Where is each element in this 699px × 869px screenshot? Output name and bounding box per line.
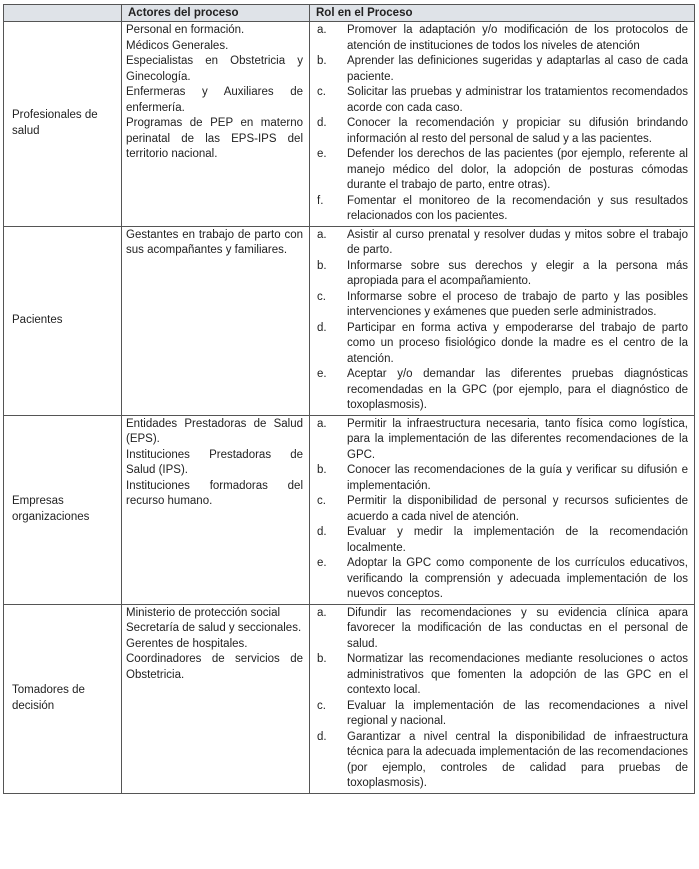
role-item — [314, 116, 688, 147]
actors-cell — [122, 22, 310, 227]
roles-cell — [310, 226, 695, 415]
role-item — [314, 367, 688, 414]
role-item — [314, 290, 688, 321]
role-letter: e. — [317, 148, 327, 160]
role-text: Informarse sobre el proceso de trabajo de parto y las posibles intervenciones y exámenes que pueden serle administrados. — [347, 290, 688, 318]
role-letter: f. — [317, 194, 324, 207]
role-letter: d. — [317, 526, 327, 538]
table-row — [4, 22, 695, 227]
role-letter: c. — [317, 699, 326, 712]
role-item — [314, 85, 688, 116]
roles-list — [314, 606, 688, 792]
role-text: Asistir al curso prenatal y resolver dudas y mitos sobre el trabajo de parto. — [347, 228, 688, 256]
actor-item: Coordinadores de servicios de Obstetricia. — [126, 653, 303, 681]
actors-cell — [122, 604, 310, 793]
roles-list — [314, 23, 688, 225]
table-row — [4, 226, 695, 415]
role-text: Conocer la recomendación y propiciar su difusión brindando información al resto del personal de salud y a las pacientes. — [347, 117, 688, 145]
role-item — [314, 606, 688, 653]
actor-item: Programas de PEP en materno perinatal de las EPS-IPS del territorio nacional. — [126, 117, 303, 160]
role-letter: b. — [317, 55, 327, 67]
actor-item: Entidades Prestadoras de Salud (EPS). — [126, 417, 303, 445]
actor-item: Gerentes de hospitales. — [126, 637, 248, 650]
header-roles: Rol en el Proceso — [310, 5, 695, 22]
group-cell: Empresas organizaciones — [4, 415, 122, 604]
role-item — [314, 699, 688, 730]
actor-item: Especialistas en Obstetricia y Ginecología. — [126, 55, 303, 83]
role-item — [314, 228, 688, 259]
table-header-row — [4, 5, 695, 22]
role-item — [314, 652, 688, 699]
role-item — [314, 259, 688, 290]
role-letter: c. — [317, 495, 326, 507]
roles-cell — [310, 415, 695, 604]
role-letter: c. — [317, 86, 326, 98]
role-item — [314, 463, 688, 494]
roles-list — [314, 417, 688, 603]
table-row — [4, 604, 695, 793]
header-actors: Actores del proceso — [122, 5, 310, 22]
role-text: Evaluar la implementación de las recomendaciones a nivel regional y nacional. — [347, 699, 688, 727]
actor-item: Médicos Generales. — [126, 39, 229, 52]
role-item — [314, 417, 688, 464]
role-text: Defender los derechos de las pacientes (por ejemplo, referente al manejo médico del dolor, la adopción de posturas cómodas durante el trabajo de parto, entre otras). — [347, 148, 688, 191]
role-letter: b. — [317, 259, 327, 272]
role-item — [314, 556, 688, 603]
actor-item: Personal en formación. — [126, 24, 245, 36]
role-text: Informarse sobre sus derechos y elegir a la persona más apropiada para el acompañamiento. — [347, 259, 688, 287]
role-item — [314, 494, 688, 525]
role-item — [314, 147, 688, 194]
role-item — [314, 525, 688, 556]
role-text: Permitir la infraestructura necesaria, tanto física como logística, para la implementación de las diferentes recomendaciones de la GPC. — [347, 417, 688, 461]
role-letter: a. — [317, 228, 327, 241]
role-text: Aceptar y/o demandar las diferentes pruebas diagnósticas recomendadas en la GPC (por ejemplo, para el diagnóstico de toxoplasmosis). — [347, 368, 688, 411]
role-text: Normatizar las recomendaciones mediante resoluciones o actos administrativos que fomenten la adopción de las GPC en el contexto local. — [347, 653, 688, 696]
group-cell: Tomadores de decisión — [4, 604, 122, 793]
group-cell: Profesionales de salud — [4, 22, 122, 227]
role-text: Difundir las recomendaciones y su evidencia clínica apara favorecer la modificación de las conductas en el personal de salud. — [347, 606, 688, 650]
role-item — [314, 321, 688, 368]
role-letter: a. — [317, 606, 327, 619]
actor-item: Enfermeras y Auxiliares de enfermería. — [126, 86, 303, 114]
header-group — [4, 5, 122, 22]
actor-item: Secretaría de salud y seccionales. — [126, 622, 302, 634]
role-item — [314, 194, 688, 225]
role-text: Conocer las recomendaciones de la guía y verificar su difusión e implementación. — [347, 464, 688, 492]
role-letter: a. — [317, 24, 327, 36]
role-letter: d. — [317, 321, 327, 334]
actors-roles-table — [3, 4, 695, 794]
role-letter: d. — [317, 730, 327, 743]
role-item — [314, 23, 688, 54]
actor-item: Instituciones Prestadoras de Salud (IPS). — [126, 448, 303, 476]
role-text: Aprender las definiciones sugeridas y adaptarlas al caso de cada paciente. — [347, 55, 688, 83]
role-text: Adoptar la GPC como componente de los currículos educativos, verificando la comprensión y adecuada implementación de los nuevos conceptos. — [347, 557, 688, 600]
actor-item: Gestantes en trabajo de parto con sus acompañantes y familiares. — [126, 228, 303, 256]
role-text: Solicitar las pruebas y administrar los tratamientos recomendados acorde con cada caso. — [347, 86, 688, 114]
role-text: Fomentar el monitoreo de la recomendación y sus resultados relacionados con los pacientes. — [347, 194, 688, 222]
role-letter: e. — [317, 557, 327, 569]
role-text: Permitir la disponibilidad de personal y recursos suficientes de acuerdo a cada nivel de atención. — [347, 495, 688, 523]
role-text: Garantizar a nivel central la disponibilidad de infraestructura técnica para la adecuada implementación de las recomendaciones (por ejemplo, controles de calidad para pruebas de toxoplasmosis). — [347, 730, 688, 789]
roles-cell — [310, 22, 695, 227]
role-text: Evaluar y medir la implementación de la recomendación localmente. — [347, 526, 688, 554]
role-item — [314, 54, 688, 85]
roles-list — [314, 228, 688, 414]
table-row — [4, 415, 695, 604]
role-text: Participar en forma activa y empoderarse del trabajo de parto como un proceso fisiológico donde la madre es el centro de la atención. — [347, 321, 688, 365]
actors-cell — [122, 226, 310, 415]
actors-cell — [122, 415, 310, 604]
actor-item: Ministerio de protección social — [126, 606, 281, 619]
actor-item: Instituciones formadoras del recurso humano. — [126, 479, 303, 507]
role-letter: c. — [317, 290, 326, 303]
role-text: Promover la adaptación y/o modificación de los protocolos de atención de instituciones de todos los niveles de atención — [347, 24, 688, 52]
role-letter: d. — [317, 117, 327, 129]
role-letter: a. — [317, 417, 327, 430]
role-letter: b. — [317, 653, 327, 665]
roles-cell — [310, 604, 695, 793]
role-item — [314, 730, 688, 792]
role-letter: b. — [317, 464, 327, 476]
group-cell: Pacientes — [4, 226, 122, 415]
document-page — [3, 4, 694, 794]
role-letter: e. — [317, 368, 327, 380]
